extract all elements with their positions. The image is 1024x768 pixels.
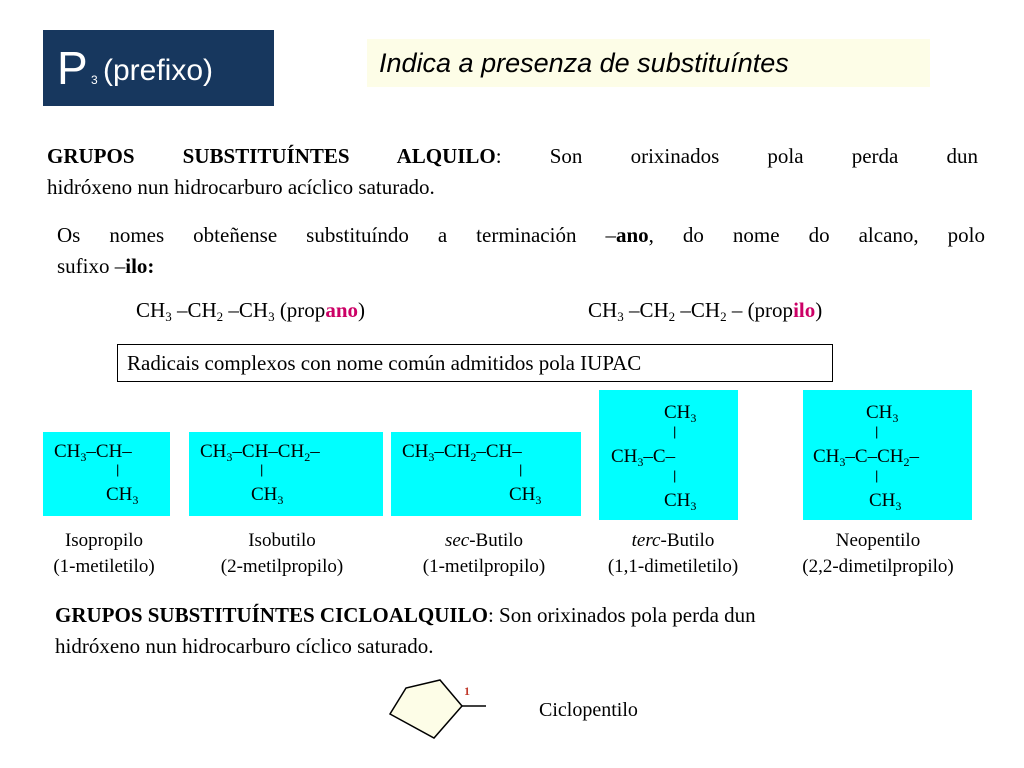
tert-butyl-prefix: terc bbox=[631, 530, 661, 551]
tert-butyl-bottom-bond: | bbox=[673, 468, 677, 483]
names-line2-pre: sufixo – bbox=[57, 254, 126, 278]
cicloalquilo-heading: GRUPOS SUBSTITUÍNTES CICLOALQUILO bbox=[55, 603, 488, 627]
isopropyl-label bbox=[9, 528, 199, 580]
sec-butyl-bond: | bbox=[519, 462, 523, 477]
names-paragraph-line2 bbox=[57, 251, 154, 282]
slide-subtitle: Indica a presenza de substituíntes bbox=[367, 39, 930, 87]
sec-butyl-branch: $CH_3$ bbox=[509, 484, 542, 507]
isopropyl-structure bbox=[43, 432, 170, 516]
tert-butyl-bottom-branch: $CH_3$ bbox=[664, 490, 697, 513]
names-line1-bold: ano bbox=[615, 223, 649, 247]
isopropyl-main-chain: $CH_3-CH-$ bbox=[54, 441, 132, 464]
sec-butyl-label bbox=[389, 528, 579, 580]
sec-butyl-prefix: sec bbox=[444, 530, 470, 551]
names-line1-post: , do nome do alcano, polo bbox=[648, 223, 985, 247]
alquilo-paragraph-line1 bbox=[47, 141, 978, 172]
neopentyl-bottom-branch: $CH_3$ bbox=[869, 490, 902, 513]
isobutyl-main-chain: $CH_3-CH-CH_2-$ bbox=[200, 441, 320, 464]
isobutyl-structure bbox=[189, 432, 383, 516]
propane-formula: $CH_3$ $-CH_2$ $-CH_3$ (propano) bbox=[136, 298, 365, 324]
isopropyl-iupac: (1-metiletilo) bbox=[53, 556, 155, 577]
names-line1-pre: Os nomes obteñense substituíndo a terminación – bbox=[57, 223, 616, 247]
iupac-note-box: Radicais complexos con nome común admitidos pola IUPAC bbox=[117, 344, 833, 382]
isopropyl-bond: | bbox=[116, 462, 120, 477]
tert-butyl-top-branch: $CH_3$ bbox=[664, 402, 697, 425]
neopentyl-label bbox=[777, 528, 979, 580]
propyl-formula: $CH_3$ $-CH_2$ $-CH_2$ – (propilo) bbox=[588, 298, 823, 324]
sec-butyl-name-rest: -Butilo bbox=[469, 530, 524, 551]
isopropyl-name: Isopropilo bbox=[64, 530, 144, 551]
cyclopentyl-structure bbox=[380, 676, 500, 746]
isopropyl-branch: $CH_3$ bbox=[106, 484, 139, 507]
title-prefix: (prefixo) bbox=[103, 54, 214, 87]
tert-butyl-label bbox=[578, 528, 768, 580]
cicloalquilo-paragraph-line1 bbox=[55, 600, 975, 631]
tert-butyl-iupac: (1,1-dimetiletilo) bbox=[607, 556, 739, 577]
propane-name-close: ) bbox=[358, 298, 365, 322]
neopentyl-name: Neopentilo bbox=[835, 530, 921, 551]
tert-butyl-name-rest: -Butilo bbox=[660, 530, 715, 551]
neopentyl-top-bond: | bbox=[875, 424, 879, 439]
isobutyl-iupac: (2-metilpropilo) bbox=[220, 556, 344, 577]
propyl-name-pre: (prop bbox=[747, 298, 794, 322]
propane-suffix: ano bbox=[325, 298, 358, 322]
isobutyl-branch: $CH_3$ bbox=[251, 484, 284, 507]
sec-butyl-iupac: (1-metilpropilo) bbox=[422, 556, 546, 577]
cyclopentyl-name: Ciclopentilo bbox=[539, 699, 638, 721]
sec-butyl-name bbox=[389, 528, 579, 554]
neopentyl-main-chain: $CH_3-C-CH_2-$ bbox=[813, 446, 919, 469]
names-paragraph-line1 bbox=[57, 220, 985, 251]
tert-butyl-name bbox=[578, 528, 768, 554]
title-subscript: 3 bbox=[91, 73, 98, 87]
tert-butyl-structure bbox=[599, 390, 738, 520]
alquilo-heading: GRUPOS SUBSTITUÍNTES ALQUILO bbox=[47, 144, 496, 168]
cicloalquilo-text-line2: hidróxeno nun hidrocarburo cíclico saturado. bbox=[55, 634, 434, 658]
neopentyl-iupac: (2,2-dimetilpropilo) bbox=[802, 556, 954, 577]
title-letter: P bbox=[57, 42, 88, 94]
cyclopentane-ring bbox=[390, 680, 462, 738]
cyclopentyl-position-label: 1 bbox=[464, 684, 470, 698]
neopentyl-bottom-bond: | bbox=[875, 468, 879, 483]
slide-title-box bbox=[43, 30, 274, 106]
propyl-name-close: ) bbox=[815, 298, 823, 322]
propyl-suffix: ilo bbox=[793, 298, 816, 322]
isobutyl-bond: | bbox=[260, 462, 264, 477]
sec-butyl-structure bbox=[391, 432, 581, 516]
tert-butyl-top-bond: | bbox=[673, 424, 677, 439]
isobutyl-label bbox=[187, 528, 377, 580]
alquilo-text-line2: hidróxeno nun hidrocarburo acíclico saturado. bbox=[47, 175, 435, 199]
neopentyl-top-branch: $CH_3$ bbox=[866, 402, 899, 425]
names-line2-bold: ilo: bbox=[125, 254, 155, 278]
sec-butyl-main-chain: $CH_3-CH_2-CH-$ bbox=[402, 441, 522, 464]
cicloalquilo-text-line1: : Son orixinados pola perda dun bbox=[487, 603, 756, 627]
tert-butyl-main-chain: $CH_3-C-$ bbox=[611, 446, 676, 469]
isobutyl-name: Isobutilo bbox=[248, 530, 316, 551]
neopentyl-structure bbox=[803, 390, 972, 520]
propane-name-pre: (prop bbox=[279, 298, 326, 322]
alquilo-text-line1: : Son orixinados pola perda dun bbox=[495, 144, 978, 168]
